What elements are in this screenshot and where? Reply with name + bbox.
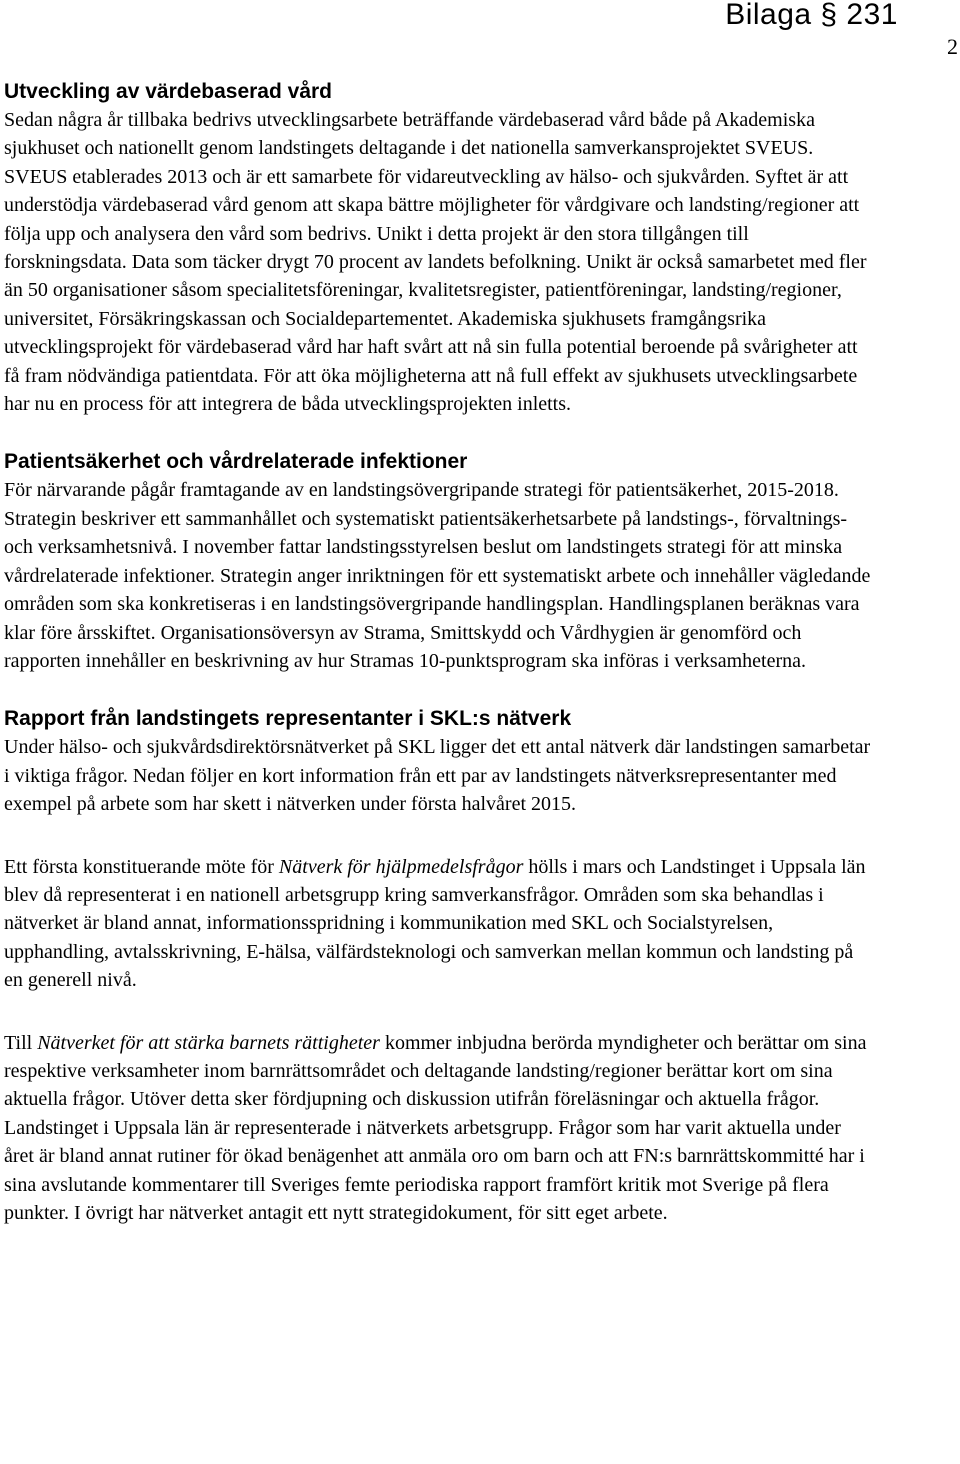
document-body (4, 78, 874, 1227)
section-heading: Rapport från landstingets representanter i SKL:s nätverk (4, 707, 572, 731)
paragraph: Sedan några år tillbaka bedrivs utvecklingsarbete beträffande värdebaserad vård både på Akademiska sjukhuset och nationellt genom landstingets deltagande i det nationella samverkansprojektet SVEUS. SVEUS etablerades 2013 och är ett samarbete för vidareutveckling av hälso- och sjukvården. Syftet är att understödja värdebaserad vård genom att skapa bättre möjligheter för vårdgivare och landsting/regioner att följa upp och analysera den vård som bedrivs. Unikt i detta projekt är den stora tillgången till forskningsdata. Data som täcker drygt 70 procent av landets befolkning. Unikt är också samarbetet med fler än 50 organisationer såsom specialitetsföreningar, kvalitetsregister, patientföreningar, landsting/regioner, universitet, Försäkringskassan och Socialdepartementet. Akademiska sjukhusets framgångsrika utvecklingsprojekt för värdebaserad vård har haft svårt att nå sin fulla potential beroende på svårigheter att få fram nödvändiga patientdata. För att öka möjligheterna att nå full effekt av sjukhusets utvecklingsarbete har nu en process för att integrera de båda utvecklingsprojekten inletts. (4, 109, 867, 416)
paragraph (4, 853, 874, 995)
network-name: Nätverk för hjälpmedelsfrågor (278, 855, 524, 878)
paragraph-text: kommer inbjudna berörda myndigheter och berättar om sina respektive verksamheter inom barnrättsområdet och deltagande landsting/regioner berättar kort om sina aktuella frågor. Utöver detta sker fördjupning och diskussion utifrån föreläsningar och aktuella frågor. Landstinget i Uppsala län är representerade i nätverkets arbetsgrupp. Frågor som har varit aktuella under året är bland annat rutiner för ökad benägenhet att anmäla oro om barn och att FN:s barnrättskommitté har i sina avslutande kommentarer till Sveriges femte periodiska rapport framfört kritik mot Sverige på flera punkter. I övrigt har nätverket antagit ett nytt strategidokument, för sitt eget arbete. (4, 1031, 867, 1224)
section-heading: Utveckling av värdebaserad vård (4, 80, 333, 103)
attachment-label: Bilaga § 231 (725, 0, 898, 31)
page-number: 2 (947, 34, 958, 59)
section-patientsakerhet (4, 448, 874, 675)
paragraph (4, 1029, 874, 1228)
paragraph-text: hölls i mars och Landstinget i Uppsala län blev då representerat i en nationell arbetsgrupp kring samverkansfrågor. Områden som ska behandlas i nätverket är bland annat, informationsspridning i kommunikation med SKL och Socialstyrelsen, upphandling, avtalsskrivning, E-hälsa, välfärdsteknologi och samverkan mellan kommun och landsting på en generell nivå. (4, 855, 866, 992)
paragraph: För närvarande pågår framtagande av en landstingsövergripande strategi för patientsäkerhet, 2015-2018. Strategin beskriver ett sammanhållet och systematiskt patientsäkerhetsarbete på landstings-, förvaltnings- och verksamhetsnivå. I november fattar landstingsstyrelsen beslut om landstingets strategi för att minska vårdrelaterade infektioner. Strategin anger inriktningen för ett systematiskt arbete och innehåller vägledande områden som ska konkretiseras i en landstingsövergripande handlingsplan. Handlingsplanen beräknas vara klar före årsskiftet. Organisationsöversyn av Strama, Smittskydd och Vårdhygien är genomförd och rapporten innehåller en beskrivning av hur Stramas 10-punktsprogram ska införas i verksamheterna. (4, 479, 871, 672)
network-name: Nätverket för att stärka barnets rättigheter (37, 1031, 380, 1054)
paragraph: Under hälso- och sjukvårdsdirektörsnätverket på SKL ligger det ett antal nätverk där landstingen samarbetar i viktiga frågor. Nedan följer en kort information från ett par av landstingets nätverksrepresentanter med exempel på arbete som har skett i nätverken under första halvåret 2015. (4, 736, 871, 816)
section-vardebaserad-vard (4, 78, 874, 418)
section-heading: Patientsäkerhet och vårdrelaterade infektioner (4, 450, 468, 474)
paragraph-text: Ett första konstituerande möte för (4, 855, 279, 878)
paragraph-text: Till (4, 1031, 38, 1054)
section-skl-natverk (4, 705, 874, 1227)
